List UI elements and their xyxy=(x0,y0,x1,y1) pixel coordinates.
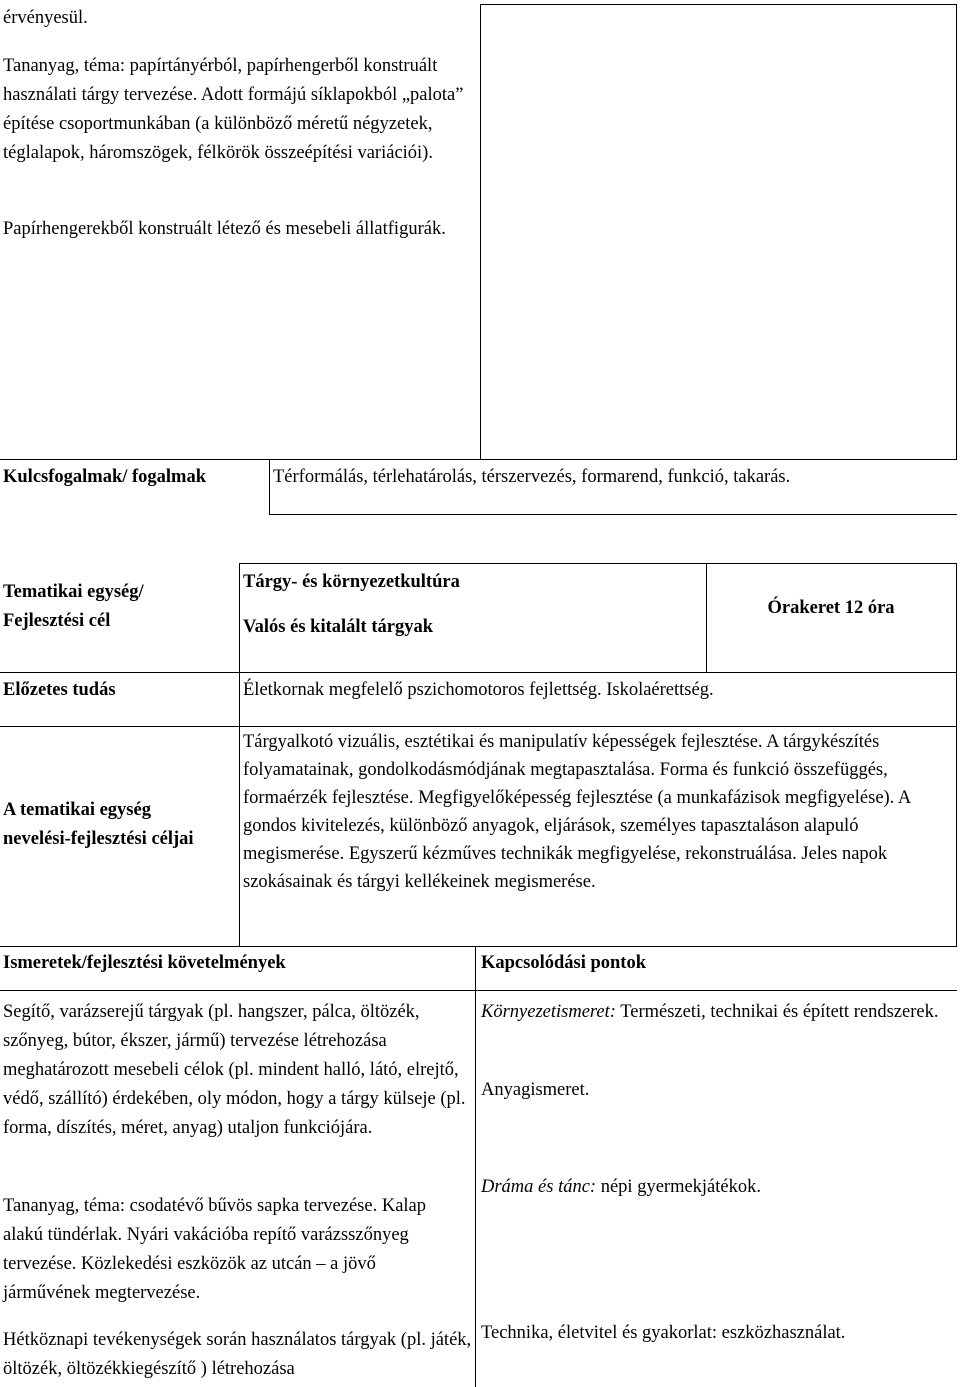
table-border xyxy=(0,672,957,673)
unit-title: Tárgy- és környezetkultúra Valós és kitalált tárgyak xyxy=(243,572,460,637)
requirements-paragraph: Segítő, varázserejű tárgyak (pl. hangszer, pálca, öltözék, szőnyeg, bútor, ékszer, jármű) tervezése létrehozása meghatározott mesebeli célok (pl. mindent halló, látó, elrejtő, védő, szállító) érdekében, oly módon, hogy a tárgy külseje (pl. forma, díszítés, méret, anyag) utaljon funkciójára. xyxy=(3,1002,466,1138)
goals-label: A tematikai egység nevelési-fejlesztési céljai xyxy=(3,800,194,849)
table-border xyxy=(239,563,957,564)
connections-header: Kapcsolódási pontok xyxy=(481,953,647,973)
table-border xyxy=(956,563,957,947)
continuation-line: érvényesül. xyxy=(3,8,88,28)
requirements-header: Ismeretek/fejlesztési követelmények xyxy=(3,953,286,973)
unit-label: Tematikai egység/ Fejlesztési cél xyxy=(3,582,144,631)
table-border xyxy=(0,990,957,991)
connection-item: Anyagismeret. xyxy=(481,1080,590,1100)
requirements-paragraph: Hétköznapi tevékenységek során használatos tárgyak (pl. játék, öltözék, öltözékkiegészítő ) létrehozása xyxy=(3,1330,472,1379)
connection-item: Dráma és tánc: népi gyermekjátékok. xyxy=(481,1177,761,1197)
content-paragraph: Tananyag, téma: papírtányérból, papírhengerből konstruált használati tárgy tervezése. Adott formájú síklapokból „palota” építése csoportmunkában (a különböző méretű négyzetek, téglalapok, háromszögek, félkörök összeépítési variációi). xyxy=(3,56,464,163)
continued-text xyxy=(3,4,473,33)
kulcsfogalmak-label: Kulcsfogalmak/ fogalmak xyxy=(3,467,206,487)
table-border xyxy=(956,4,957,460)
table-border xyxy=(269,459,270,515)
hours-label: Órakeret 12 óra xyxy=(767,598,895,618)
table-border xyxy=(269,514,957,515)
table-border xyxy=(0,946,957,947)
requirements-paragraph: Tananyag, téma: csodatévő bűvös sapka tervezése. Kalap alakú tündérlak. Nyári vakációba repítő varázsszőnyeg tervezése. Közlekedési eszközök az utcán – a jövő járművének megtervezése. xyxy=(3,1196,427,1303)
prior-knowledge-label: Előzetes tudás xyxy=(3,680,116,700)
connection-item: Környezetismeret: Természeti, technikai és épített rendszerek. xyxy=(481,1002,939,1022)
content-paragraph: Papírhengerekből konstruált létező és mesebeli állatfigurák. xyxy=(3,219,446,239)
connection-item: Technika, életvitel és gyakorlat: eszközhasználat. xyxy=(481,1323,846,1343)
table-border xyxy=(0,459,957,460)
prior-knowledge-value: Életkornak megfelelő pszichomotoros fejlettség. Iskolaérettség. xyxy=(243,680,714,700)
table-border xyxy=(0,726,957,727)
kulcsfogalmak-value: Térformálás, térlehatárolás, térszervezés, formarend, funkció, takarás. xyxy=(273,467,791,487)
table-border xyxy=(239,563,240,947)
goals-value: Tárgyalkotó vizuális, esztétikai és manipulatív képességek fejlesztése. A tárgykészítés folyamatainak, gondolkodásmódjának megtapasztalása. Forma és funkció összefüggés, formaérzék fejlesztése. Megfigyelőképesség fejlesztése (a munkafázisok megfigyelése). A gondos kivitelezés, különböző anyagok, eljárások, személyes tapasztaláson alapuló megismerése. Egyszerű kézműves technikák megfigyelése, rekonstruálása. Jeles napok szokásainak és tárgyi kellékeinek megismerése. xyxy=(243,732,911,892)
table-border xyxy=(480,4,957,5)
table-border xyxy=(480,4,481,460)
